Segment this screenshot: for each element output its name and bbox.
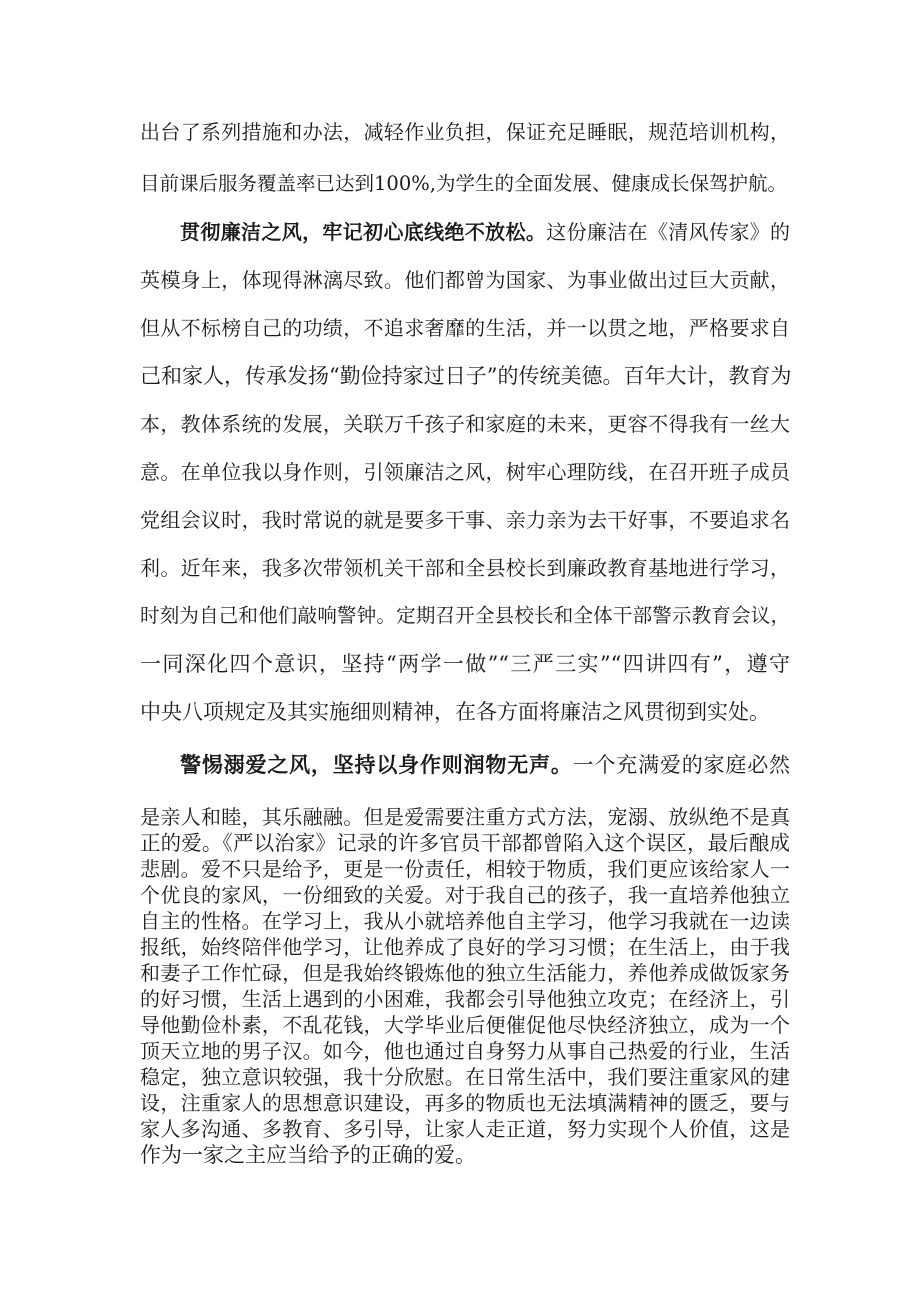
- text-line: 出台了系列措施和办法，减轻作业负担，保证充足睡眠，规范培训机构，: [140, 120, 790, 144]
- text-line: 悲剧。爱不只是给予，更是一份责任，相较于物质，我们更应该给家人一: [140, 857, 790, 881]
- text-line: [180, 218, 790, 246]
- paragraph-heading: 贯彻廉洁之风，牢记初心底线绝不放松。: [180, 220, 547, 244]
- text-run: 一个充满爱的家庭必然: [572, 753, 791, 777]
- text-line: 一同深化四个意识，坚持“两学一做”“三严三实”“四讲四有”，遵守: [140, 652, 790, 676]
- text-line: 的好习惯，生活上遇到的小困难，我都会引导他独立攻克；在经济上，引: [140, 987, 790, 1011]
- text-line: 设，注重家人的思想意识建设，再多的物质也无法填满精神的匮乏，要与: [140, 1091, 790, 1115]
- text-line: 顶天立地的男子汉。如今，他也通过自身努力从事自己热爱的行业，生活: [140, 1039, 790, 1063]
- text-line: 和妻子工作忙碌，但是我始终锻炼他的独立生活能力，养他养成做饭家务: [140, 961, 790, 985]
- text-line: 中央八项规定及其实施细则精神，在各方面将廉洁之风贯彻到实处。: [140, 700, 770, 724]
- text-line: 自主的性格。在学习上，我从小就培养他自主学习，他学习我就在一边读: [140, 909, 790, 933]
- text-line: 报纸，始终陪伴他学习，让他养成了良好的学习习惯；在生活上，由于我: [140, 935, 790, 959]
- text-line: 意。在单位我以身作则，引领廉洁之风，树牢心理防线，在召开班子成员: [140, 460, 790, 484]
- text-line: 英模身上，体现得淋漓尽致。他们都曾为国家、为事业做出过巨大贡献，: [140, 268, 790, 292]
- text-line: 作为一家之主应当给予的正确的爱。: [140, 1143, 476, 1167]
- text-run: 这份廉洁在《清风传家》的: [546, 220, 791, 244]
- text-line: [180, 752, 790, 778]
- text-line: 党组会议时，我时常说的就是要多干事、亲力亲为去干好事，不要追求名: [140, 508, 790, 532]
- text-line: 导他勤俭朴素，不乱花钱，大学毕业后便催促他尽快经济独立，成为一个: [140, 1013, 790, 1037]
- text-line: 目前课后服务覆盖率已达到100%,为学生的全面发展、健康成长保驾护航。: [140, 172, 787, 195]
- text-line: 是亲人和睦，其乐融融。但是爱需要注重方式方法，宠溺、放纵绝不是真: [140, 805, 790, 829]
- text-line: 但从不标榜自己的功绩，不追求奢靡的生活，并一以贯之地，严格要求自: [140, 316, 790, 340]
- text-line: 家人多沟通、多教育、多引导，让家人走正道，努力实现个人价值，这是: [140, 1117, 790, 1141]
- text-line: 稳定，独立意识较强，我十分欣慰。在日常生活中，我们要注重家风的建: [140, 1065, 790, 1089]
- paragraph-heading: 警惕溺爱之风，坚持以身作则润物无声。: [180, 752, 573, 777]
- text-line: 己和家人，传承发扬“勤俭持家过日子”的传统美德。百年大计，教育为: [140, 364, 792, 388]
- text-line: 时刻为自己和他们敲响警钟。定期召开全县校长和全体干部警示教育会议，: [140, 604, 790, 627]
- text-line: 本，教体系统的发展，关联万千孩子和家庭的未来，更容不得我有一丝大: [140, 412, 790, 436]
- text-line: 正的爱。《严以治家》记录的许多官员干部都曾陷入这个误区，最后酿成: [140, 831, 790, 855]
- text-line: 个优良的家风，一份细致的关爱。对于我自己的孩子，我一直培养他独立: [140, 883, 790, 907]
- text-line: 利。近年来，我多次带领机关干部和全县校长到廉政教育基地进行学习，: [140, 556, 790, 580]
